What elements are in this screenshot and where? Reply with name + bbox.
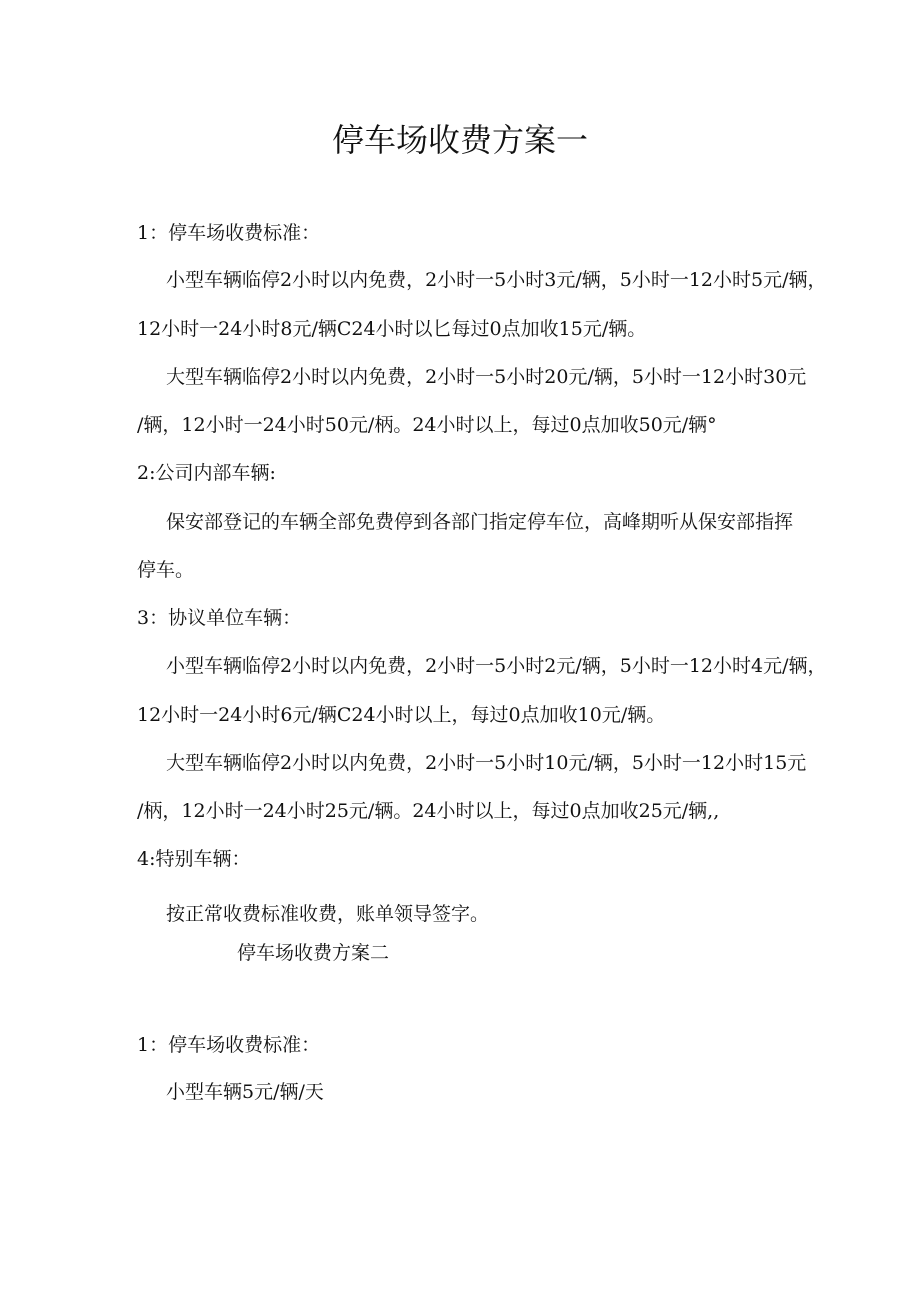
section4-heading: 4:特别车辆：	[137, 848, 251, 870]
section1-small-vehicle-line1: 小型车辆临停2小时以内免费，2小时一5小时3元/辆，5小时一12小时5元/辆，	[166, 269, 827, 291]
section2-line1: 保安部登记的车辆全部免费停到各部门指定停车位，高峰期听从保安部指挥	[166, 511, 794, 533]
plan2-section1-heading: 1：停车场收费标准：	[137, 1034, 321, 1056]
section1-heading: 1：停车场收费标准：	[137, 222, 321, 244]
section3-large-vehicle-line2: /柄，12小时一24小时25元/辆。24小时以上，每过0点加收25元/辆,,	[137, 800, 720, 822]
section2-heading: 2:公司内部车辆:	[137, 462, 276, 484]
section3-small-vehicle-line2: 12小时一24小时6元/辆C24小时以上，每过0点加收10元/辆。	[137, 704, 666, 726]
section1-large-vehicle-line2: /辆，12小时一24小时50元/柄。24小时以上，每过0点加收50元/辆°	[137, 414, 717, 436]
section4-line1: 按正常收费标准收费，账单领导签字。	[166, 903, 490, 925]
section3-small-vehicle-line1: 小型车辆临停2小时以内免费，2小时一5小时2元/辆，5小时一12小时4元/辆，	[166, 655, 827, 677]
page-title: 停车场收费方案一	[331, 121, 588, 159]
plan2-title: 停车场收费方案二	[237, 942, 390, 964]
section3-large-vehicle-line1: 大型车辆临停2小时以内免费，2小时一5小时10元/辆，5小时一12小时15元	[166, 752, 807, 774]
section1-large-vehicle-line1: 大型车辆临停2小时以内免费，2小时一5小时20元/辆，5小时一12小时30元	[166, 366, 807, 388]
section1-small-vehicle-line2: 12小时一24小时8元/辆C24小时以匕每过0点加收15元/辆。	[137, 318, 647, 340]
plan2-small-vehicle-line: 小型车辆5元/辆/天	[166, 1081, 324, 1103]
section2-line2: 停车。	[137, 559, 195, 581]
section3-heading: 3：协议单位车辆：	[137, 607, 302, 629]
